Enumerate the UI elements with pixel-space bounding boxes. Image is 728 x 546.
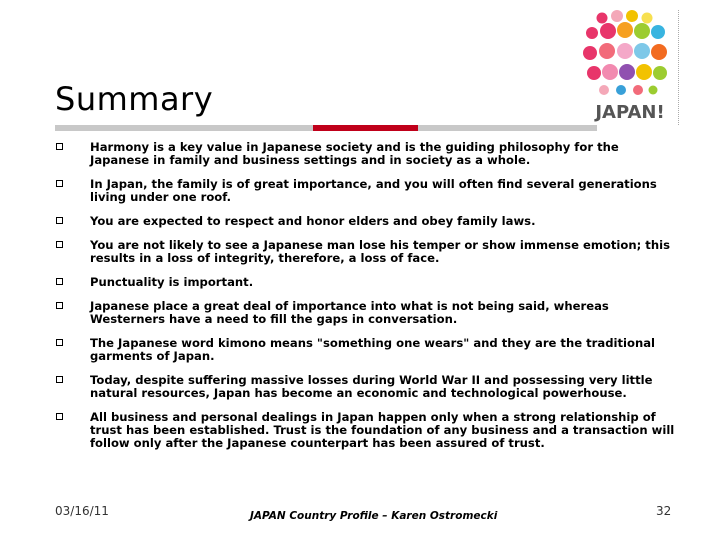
bullet-box-icon: [56, 376, 63, 383]
bullet-text: Today, despite suffering massive losses during World War II and possessing very little natural resources, Japan has become an economic and technological powerhouse.: [90, 373, 653, 400]
bullet-box-icon: [56, 217, 63, 224]
bullet-text: The Japanese word kimono means "something one wears" and they are the traditional garments of Japan.: [90, 336, 656, 363]
bullet-text: You are not likely to see a Japanese man lose his temper or show immense emotion; this results in a loss of integrity, therefore, a loss of face.: [90, 238, 670, 265]
bullet-item: [55, 276, 675, 289]
bullet-item: [55, 337, 675, 363]
bullet-item: [55, 215, 675, 228]
bullet-box-icon: [56, 413, 63, 420]
bullet-item: [55, 374, 675, 400]
title-underline-accent: [313, 125, 418, 131]
bullet-item: [55, 300, 675, 326]
bullet-text: In Japan, the family is of great importance, and you will often find several generations living under one roof.: [90, 177, 657, 204]
bullet-text: You are expected to respect and honor elders and obey family laws.: [90, 214, 536, 228]
slide-title: Summary: [55, 80, 214, 118]
bullet-box-icon: [56, 180, 63, 187]
japan-logo: [580, 10, 680, 128]
footer-title: JAPAN Country Profile – Karen Ostromecki: [250, 510, 498, 522]
bullet-box-icon: [56, 278, 63, 285]
bullet-item: [55, 411, 675, 450]
bullet-box-icon: [56, 143, 63, 150]
bullet-item: [55, 178, 675, 204]
bullet-text: All business and personal dealings in Japan happen only when a strong relationship of trust has been established. Trust is the foundation of any business and a transaction will follow only after the Japanese counterpart has been assured of trust.: [90, 410, 675, 450]
bullet-item: [55, 239, 675, 265]
bullet-box-icon: [56, 241, 63, 248]
page-number: 32: [656, 504, 672, 518]
bullet-text: Japanese place a great deal of importance into what is not being said, whereas Westerners have a need to fill the gaps in conversation.: [90, 299, 609, 326]
bullet-text: Punctuality is important.: [90, 275, 254, 289]
bullet-box-icon: [56, 339, 63, 346]
bullet-list: [55, 141, 675, 461]
footer-date: 03/16/11: [55, 504, 109, 518]
bullet-box-icon: [56, 302, 63, 309]
logo-text: JAPAN!: [595, 102, 665, 123]
bullet-item: [55, 141, 675, 167]
bullet-text: Harmony is a key value in Japanese society and is the guiding philosophy for the Japanese in family and business settings and in society as a whole.: [90, 140, 619, 167]
